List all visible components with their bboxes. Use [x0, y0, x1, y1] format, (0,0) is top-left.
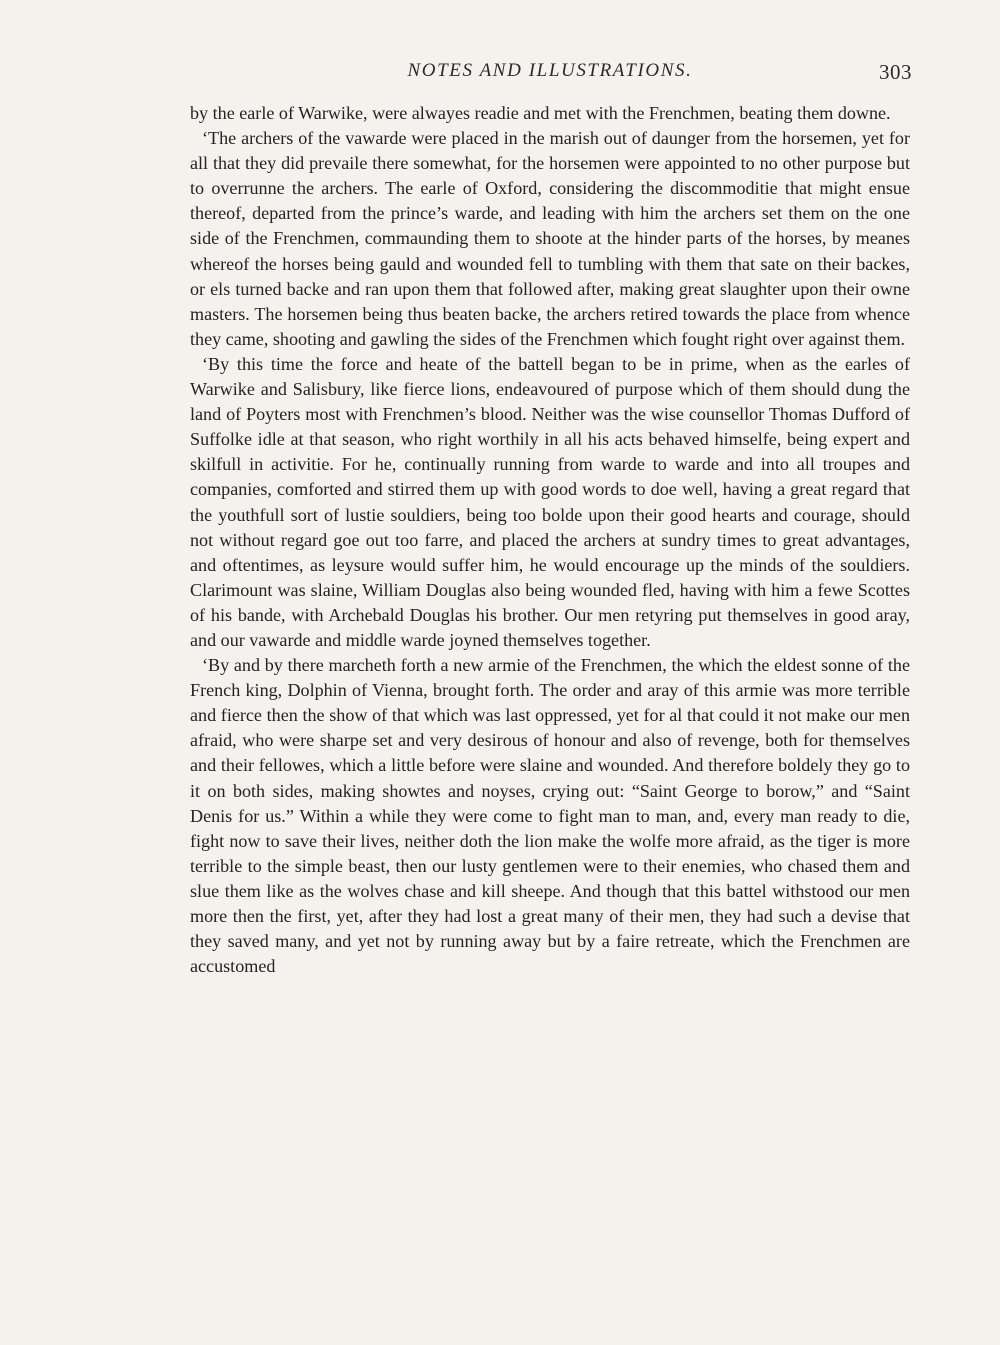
page-header — [190, 58, 910, 92]
page-number: 303 — [879, 60, 912, 84]
paragraph-continuation: by the earle of Warwike, were alwayes readie and met with the Frenchmen, beating them downe. — [190, 103, 891, 123]
paragraph-archers: ‘The archers of the vawarde were placed in the marish out of daunger from the horsemen, yet for all that they did prevaile there somewhat, for the horsemen were appointed to no other purpose but to overrunne the archers. The earle of Oxford, considering the discommoditie that might ensue thereof, departed from the prince’s warde, and leading with him the archers set them on the one side of the Frenchmen, commaunding them to shoote at the hinder parts of the horses, by meanes whereof the horses being gauld and wounded fell to tumbling with them that sate on their backes, or els turned backe and ran upon them that followed after, making great slaughter upon their owne masters. The horsemen being thus beaten backe, the archers retired towards the place from whence they came, shooting and gawling the sides of the Frenchmen which fought right over against them. — [190, 128, 910, 349]
running-head: NOTES AND ILLUSTRATIONS. — [407, 60, 693, 81]
body-text — [190, 101, 910, 979]
paragraph-battle: ‘By this time the force and heate of the battell began to be in prime, when as the earles of Warwike and Salisbury, like fierce lions, endeavoured of purpose which of them should dung the land of Poyters most with Frenchmen’s blood. Neither was the wise counsellor Thomas Dufford of Suffolke idle at that season, who right worthily in all his acts behaved himselfe, being expert and skilfull in activitie. For he, continually running from warde to warde and into all troupes and companies, comforted and stirred them up with good words to doe well, having a great regard that the youthfull sort of lustie souldiers, being too bolde upon their good hearts and courage, should not without regard goe out too farre, and placed the archers at sundry times to great advantages, and oftentimes, as leysure would suffer him, he would encourage up the minds of the souldiers. Clarimount was slaine, William Douglas also being wounded fled, having with him a fewe Scottes of his bande, with Archebald Douglas his brother. Our men retyring put themselves in good aray, and our vawarde and middle warde joyned themselves together. — [190, 353, 910, 650]
paragraph-new-army: ‘By and by there marcheth forth a new armie of the Frenchmen, the which the eldest sonne of the French king, Dolphin of Vienna, brought forth. The order and aray of this armie was more terrible and fierce then the show of that which was last oppressed, yet for al that could it not make our men afraid, who were sharpe set and very desirous of honour and also of revenge, both for themselves and their fellowes, which a little before were slaine and wounded. And therefore boldely they go to it on both sides, making showtes and noyses, crying out: “Saint George to borow,” and “Saint Denis for us.” Within a while they were come to fight man to man, and, every man ready to die, fight now to save their lives, neither doth the lion make the wolfe more afraid, as the tiger is more terrible to the simple beast, then our lusty gentlemen were to their enemies, who chased them and slue them like as the wolves chase and kill sheepe. And though that this battel withstood our men more then the first, yet, after they had lost a great many of their men, they had such a devise that they saved many, and yet not by running away but by a faire retreate, which the Frenchmen are accustomed — [190, 655, 910, 977]
